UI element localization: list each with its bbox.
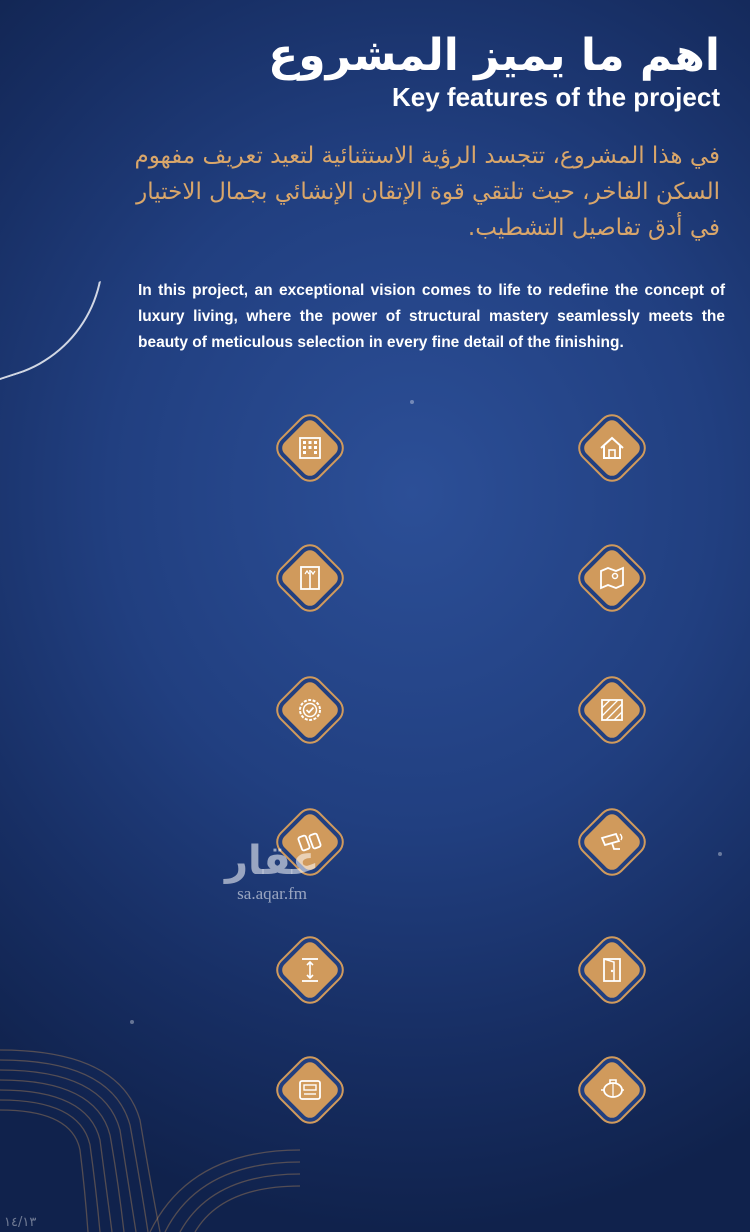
decorative-dot xyxy=(410,400,414,404)
quality-seal-icon xyxy=(296,696,324,724)
elevator-badge xyxy=(279,547,341,609)
map-location-badge xyxy=(581,547,643,609)
ceiling-height-icon xyxy=(296,956,324,984)
page-number: ١٤/١٣ xyxy=(4,1215,37,1230)
security-camera-badge xyxy=(581,811,643,873)
security-camera-icon xyxy=(598,828,626,856)
tiles-icon xyxy=(598,696,626,724)
door-icon xyxy=(598,956,626,984)
intro-text-english: In this project, an exceptional vision comes to life to redefine the concept of luxury living, where the power of structural mastery seamlessly meets the beauty of meticulous selection in every fine detail of the finishing. xyxy=(138,282,725,351)
decorative-wave-lines xyxy=(0,1030,300,1232)
door-badge xyxy=(581,939,643,1001)
map-location-icon xyxy=(598,564,626,592)
watermark-url: sa.aqar.fm xyxy=(237,884,308,903)
ceiling-height-badge xyxy=(279,939,341,1001)
watermark-arabic: عقار xyxy=(225,838,320,884)
water-tank-icon xyxy=(598,1076,626,1104)
building-facade-badge xyxy=(279,417,341,479)
decorative-arc-left xyxy=(0,218,136,430)
intro-text-arabic: في هذا المشروع، تتجسد الرؤية الاستثنائية لتعيد تعريف مفهوم السكن الفاخر، حيث تلتقي قوة الإتقان الإنشائي بجمال الاختيار في أدق تفاصيل التشطيب. xyxy=(134,143,720,241)
smart-home-badge xyxy=(581,417,643,479)
decorative-dot xyxy=(718,852,722,856)
quality-seal-badge xyxy=(279,679,341,741)
tiles-badge xyxy=(581,679,643,741)
meter-icon xyxy=(296,1076,324,1104)
building-facade-icon xyxy=(296,434,324,462)
water-tank-badge xyxy=(581,1059,643,1121)
decorative-dot xyxy=(130,1020,134,1024)
elevator-icon xyxy=(296,564,324,592)
watermark xyxy=(225,838,319,904)
page-title-arabic: اهم ما يميز المشروع xyxy=(268,30,720,81)
smart-home-icon xyxy=(598,434,626,462)
page-title-english: Key features of the project xyxy=(392,82,720,112)
